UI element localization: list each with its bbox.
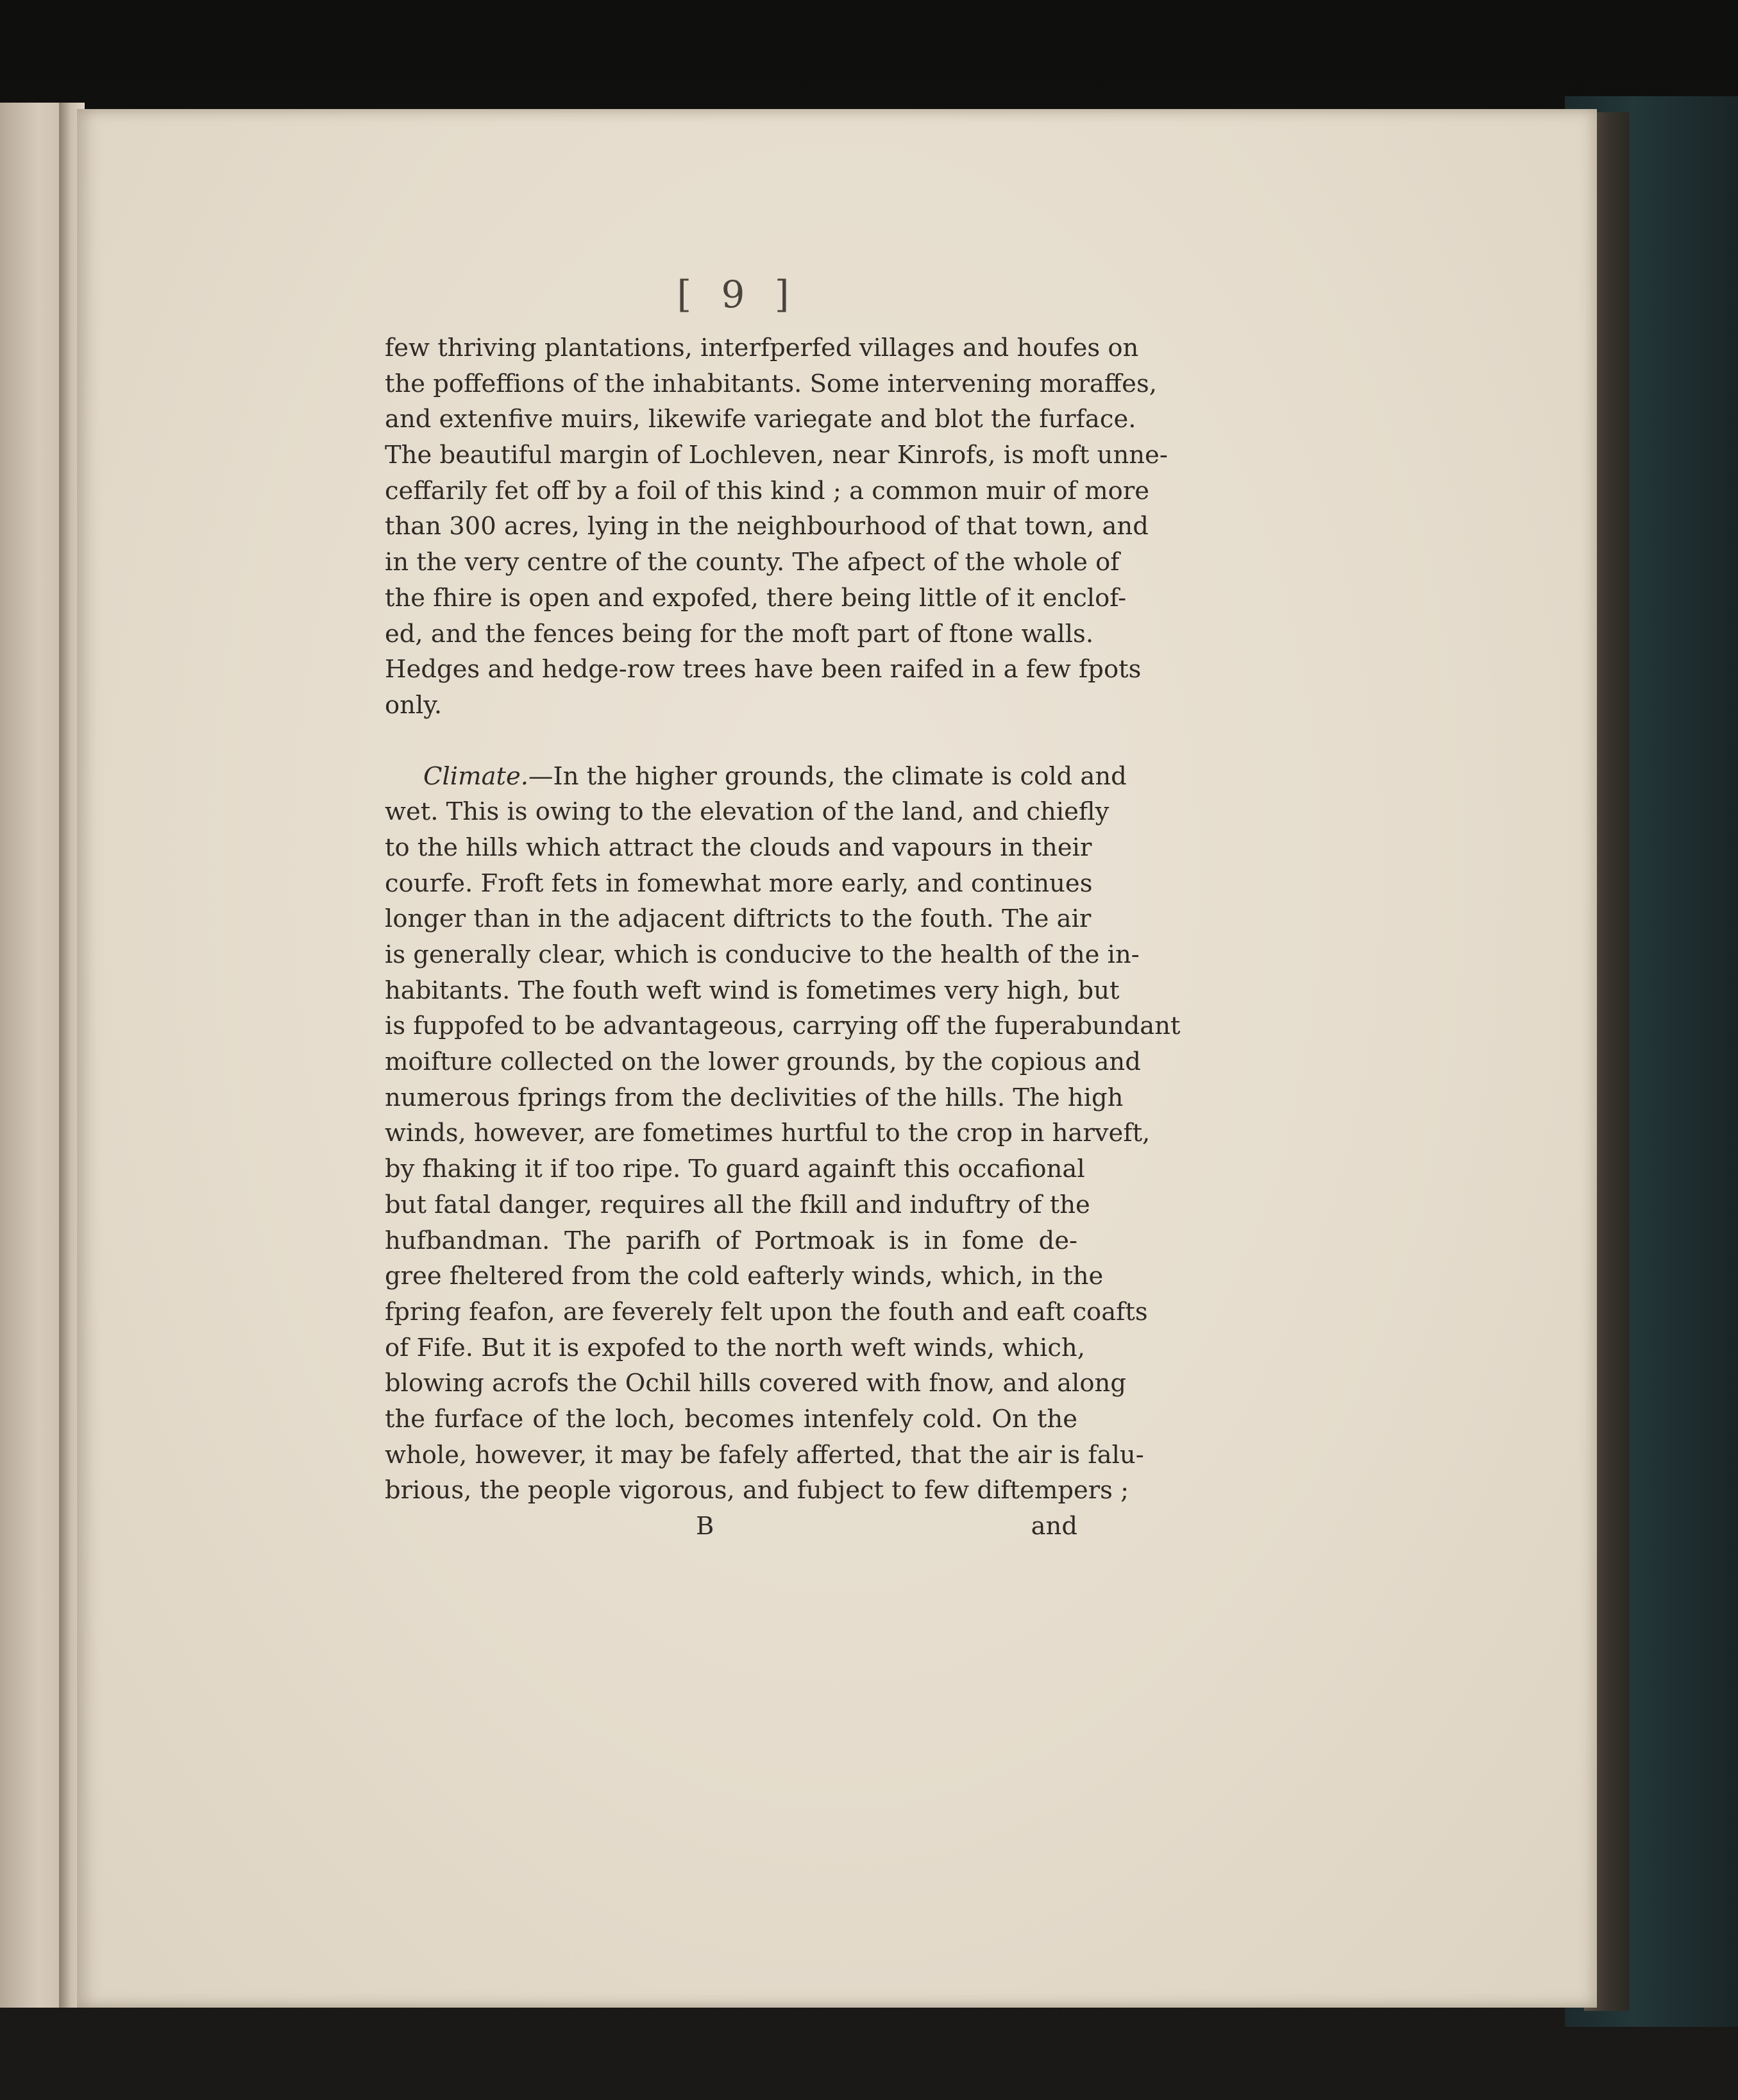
text-line: is fuppofed to be advantageous, carrying off the fuperabundant (385, 1012, 1181, 1041)
text-line: habitants. The fouth weft wind is fometimes very high, but (385, 976, 1120, 1005)
text-line: whole, however, it may be fafely afferted, that the air is falu- (385, 1440, 1144, 1469)
climate-first-line (385, 759, 1127, 795)
text-line: the furface of the loch, becomes intenfely cold. On the (385, 1404, 1077, 1434)
paragraph-landscape (385, 330, 1168, 724)
text-line: The beautiful margin of Lochleven, near Kinrofs, is moft unne- (385, 441, 1168, 470)
climate-first-line-text: —In the higher grounds, the climate is cold and (528, 761, 1127, 791)
text-line: few thriving plantations, interfperfed villages and houfes on (385, 334, 1139, 362)
text-line: longer than in the adjacent diftricts to the fouth. The air (385, 904, 1092, 934)
text-line: moifture collected on the lower grounds, by the copious and (385, 1047, 1141, 1077)
text-line: than 300 acres, lying in the neighbourhood of that town, and (385, 512, 1149, 541)
signature-mark: B (696, 1512, 714, 1541)
book-page (77, 109, 1597, 2008)
page-footer (385, 1509, 1077, 1544)
text-line: winds, however, are fometimes hurtful to the crop in harveft, (385, 1119, 1151, 1148)
text-line: hufbandman. The parifh of Portmoak is in fome de- (385, 1226, 1077, 1255)
text-line: only. (385, 690, 443, 720)
text-line: gree fheltered from the cold eafterly winds, which, in the (385, 1262, 1104, 1291)
text-line: blowing acrofs the Ochil hills covered with fnow, and along (385, 1369, 1126, 1398)
paragraph-gap (385, 724, 1077, 759)
paragraph-climate (385, 794, 1181, 1509)
text-line: the poffeffions of the inhabitants. Some intervening moraffes, (385, 369, 1157, 398)
text-line: is generally clear, which is conducive to the health of the in- (385, 940, 1140, 969)
text-line: Hedges and hedge-row trees have been raifed in a few fpots (385, 655, 1142, 684)
text-line: of Fife. But it is expofed to the north weft winds, which, (385, 1333, 1085, 1362)
text-line: the fhire is open and expofed, there being little of it enclof- (385, 583, 1127, 613)
catchword: and (1031, 1512, 1077, 1541)
text-line: by fhaking it if too ripe. To guard againft this occafional (385, 1155, 1085, 1184)
text-line: but fatal danger, requires all the fkill and induftry of the (385, 1190, 1090, 1219)
text-line: and extenfive muirs, likewife variegate and blot the furface. (385, 405, 1136, 434)
text-line: numerous fprings from the declivities of the hills. The high (385, 1083, 1124, 1112)
text-line: in the very centre of the county. The afpect of the whole of (385, 548, 1120, 577)
text-line: fpring feafon, are feverely felt upon the fouth and eaft coafts (385, 1297, 1148, 1326)
text-line: to the hills which attract the clouds and vapours in their (385, 833, 1092, 862)
page-number: [ 9 ] (677, 273, 798, 316)
text-line: wet. This is owing to the elevation of the land, and chiefly (385, 797, 1109, 827)
text-line: ceffarily fet off by a foil of this kind ; a common muir of more (385, 476, 1150, 505)
text-line: courfe. Froft fets in fomewhat more early, and continues (385, 868, 1093, 898)
text-block (385, 330, 1181, 1544)
text-line: ed, and the fences being for the moft part of ftone walls. (385, 619, 1094, 648)
text-line: brious, the people vigorous, and fubject to few diftempers ; (385, 1476, 1129, 1505)
climate-heading: Climate. (423, 761, 529, 791)
